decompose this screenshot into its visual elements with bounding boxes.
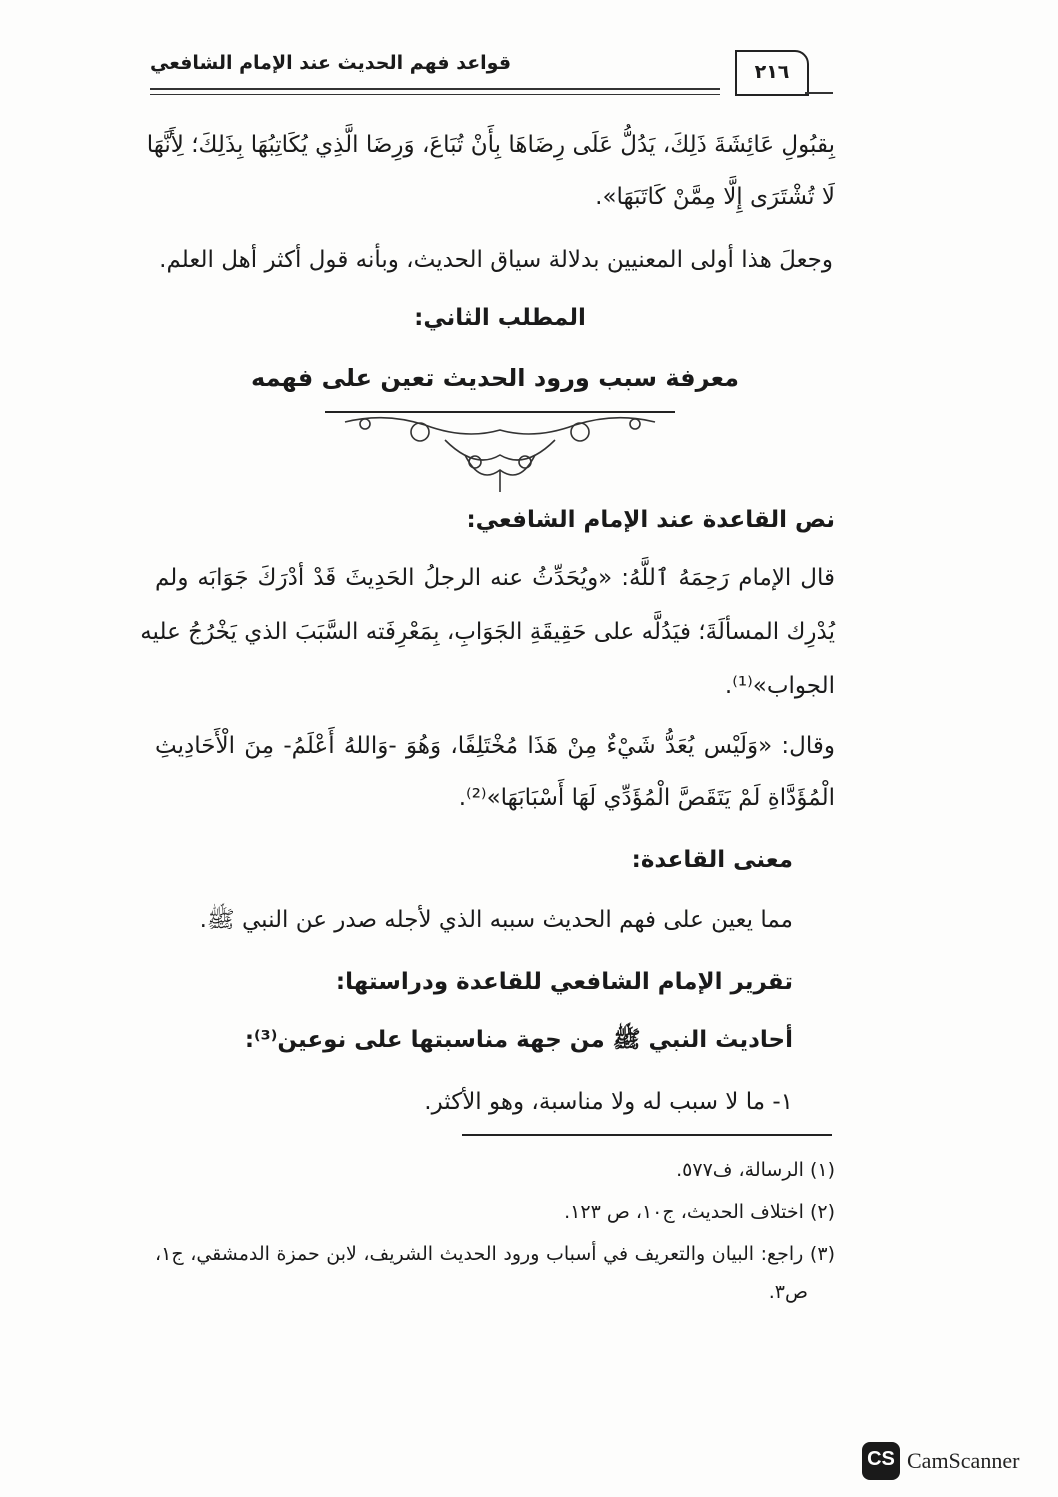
rule-text-heading: نص القاعدة عند الإمام الشافعي: — [466, 507, 835, 533]
quote-line: وقال: «وَلَيْس يُعَدُّ شَيْءٌ مِنْ هَذَا مُخْتَلِفًا، وَهُوَ -وَاللهُ أَعْلَمُ- مِنَ الْأَحَادِيثِ — [155, 733, 835, 759]
footnote: (٣) راجع: البيان والتعريف في أسباب ورود الحديث الشريف، لابن حمزة الدمشقي، ج١، — [155, 1243, 835, 1265]
type-item: ١- ما لا سبب له ولا مناسبة، وهو الأكثر. — [424, 1089, 793, 1115]
types-heading: أحاديث النبي ﷺ من جهة مناسبتها على نوعين⁽³⁾: — [244, 1027, 793, 1053]
quote-line: قال الإمام رَحِمَهُ ٱللَّهُ: «ويُحَدِّثُ عنه الرجلُ الحَدِيثَ قَدْ أدْرَكَ جَوَابَه ولم — [155, 565, 835, 591]
header-rule — [150, 88, 720, 95]
footnote: (٢) اختلاف الحديث، ج١٠، ص ١٢٣. — [564, 1201, 835, 1223]
camscanner-logo-icon: CS — [862, 1442, 900, 1480]
ornament-divider-icon — [325, 400, 675, 495]
meaning-text: مما يعين على فهم الحديث سببه الذي لأجله صدر عن النبي ﷺ. — [199, 907, 793, 933]
body-line: بِقبُولِ عَائِشَةَ ذَلِكَ، يَدُلُّ عَلَى رِضَاهَا بِأَنْ تُبَاعَ، وَرِضَا الَّذِي يُكَاتِبُهَا بِذَلِكَ؛ لِأَنَّهَا — [146, 132, 835, 158]
section-title: معرفة سبب ورود الحديث تعين على فهمه — [251, 364, 739, 392]
quote-line: الجواب»⁽¹⁾. — [724, 673, 835, 699]
body-line: لَا تُشْتَرَى إِلَّا مِمَّنْ كَاتَبَهَا». — [595, 184, 835, 210]
quote-line: يُدْرِك المسألَةَ؛ فيَدُلَّه على حَقِيقَةِ الجَوَابِ، بِمَعْرِفَته السَّبَبَ الذي يَخْرُجُ عليه — [140, 619, 835, 645]
meaning-heading: معنى القاعدة: — [631, 847, 793, 873]
camscanner-watermark: CamScanner — [907, 1448, 1020, 1473]
footnote: (١) الرسالة، ف٥٧٧. — [676, 1159, 835, 1181]
footnote-rule — [462, 1134, 832, 1136]
footnote: ص٣. — [768, 1281, 808, 1303]
study-heading: تقرير الإمام الشافعي للقاعدة ودراستها: — [335, 969, 793, 995]
page-number: ٢١٦ — [735, 50, 809, 96]
section-label: المطلب الثاني: — [414, 305, 586, 331]
header-rule-right — [805, 92, 833, 94]
body-line: وجعلَ هذا أولى المعنيين بدلالة سياق الحديث، وبأنه قول أكثر أهل العلم. — [159, 247, 833, 273]
running-header-title: قواعد فهم الحديث عند الإمام الشافعي — [150, 52, 512, 74]
quote-line: الْمُؤَدَّاةِ لَمْ يَتَقَصَّ الْمُؤَدِّي لَهَا أَسْبَابَهَا»⁽²⁾. — [458, 785, 835, 811]
